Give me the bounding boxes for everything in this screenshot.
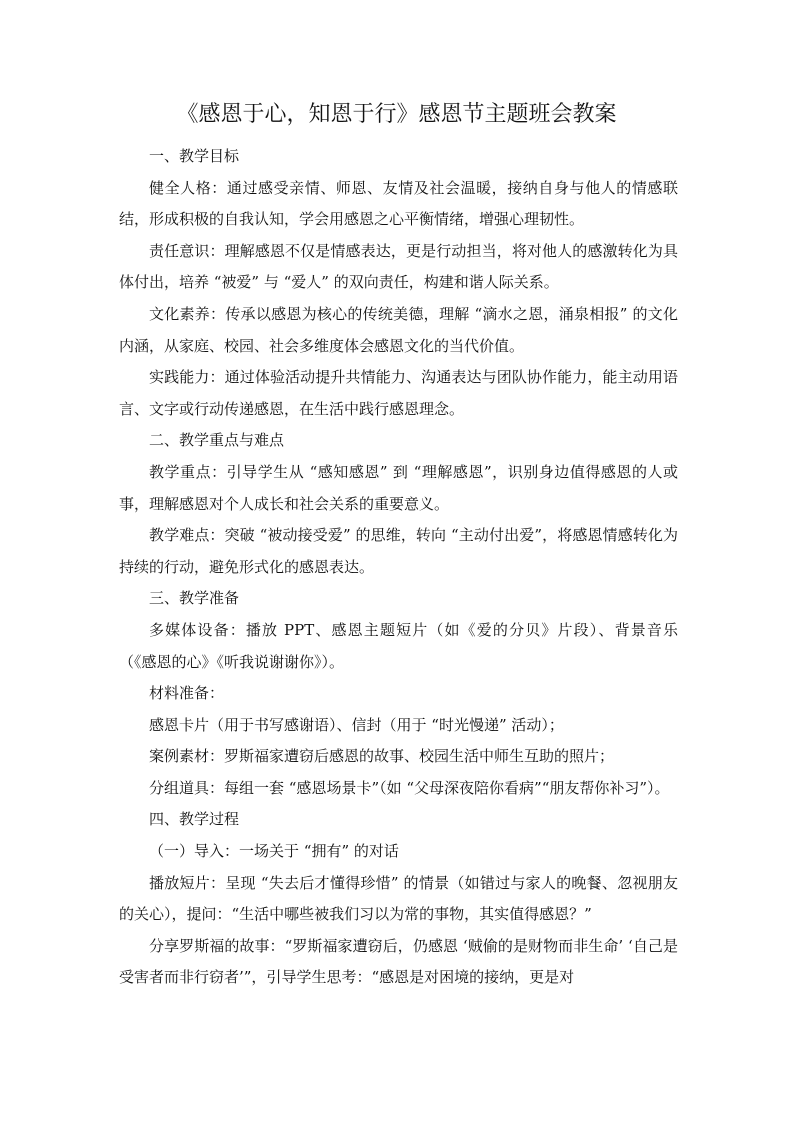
paragraph-responsibility: 责任意识：理解感恩不仅是情感表达，更是行动担当，将对他人的感激转化为具体付出，培养 “被爱” 与 “爱人” 的双向责任，构建和谐人际关系。 <box>119 241 678 292</box>
section-heading-key-points: 二、教学重点与难点 <box>149 431 285 450</box>
paragraph-roosevelt: 分享罗斯福的故事：“罗斯福家遭窃后，仍感恩 ‘贼偷的是财物而非生命’ ‘自己是受害者而非行窃者’”，引导学生思考：“感恩是对困境的接纳，更是对 <box>119 936 678 987</box>
document-title: 《感恩于心，知恩于行》感恩节主题班会教案 <box>176 102 617 127</box>
subsection-heading-intro: （一）导入：一场关于 “拥有” 的对话 <box>149 842 399 861</box>
paragraph-cards: 感恩卡片（用于书写感谢语）、信封（用于 “时光慢递” 活动）； <box>149 715 564 734</box>
paragraph-difficulty: 教学难点：突破 “被动接受爱” 的思维，转向 “主动付出爱”，将感恩情感转化为持续的行动，避免形式化的感恩表达。 <box>119 526 678 576</box>
paragraph-materials: 材料准备： <box>149 684 225 703</box>
paragraph-short-film: 播放短片：呈现 “失去后才懂得珍惜” 的情景（如错过与家人的晚餐、忽视朋友的关心），提问：“生活中哪些被我们习以为常的事物，其实值得感恩？” <box>119 873 678 924</box>
paragraph-props: 分组道具：每组一套 “感恩场景卡”（如 “父母深夜陪你看病”“朋友帮你补习”）。 <box>149 778 670 797</box>
section-heading-preparation: 三、教学准备 <box>149 589 240 608</box>
section-heading-objectives: 一、教学目标 <box>149 147 240 165</box>
paragraph-cases: 案例素材：罗斯福家遭窃后感恩的故事、校园生活中师生互助的照片； <box>149 747 615 766</box>
paragraph-personality: 健全人格：通过感受亲情、师恩、友情及社会温暖，接纳自身与他人的情感联结，形成积极的自我认知，学会用感恩之心平衡情绪，增强心理韧性。 <box>119 178 678 229</box>
paragraph-culture: 文化素养：传承以感恩为核心的传统美德，理解 “滴水之恩，涌泉相报” 的文化内涵，从家庭、校园、社会多维度体会感恩文化的当代价值。 <box>119 304 678 355</box>
paragraph-multimedia: 多媒体设备：播放 PPT、感恩主题短片（如《爱的分贝》片段）、背景音乐（《感恩的心》《听我说谢谢你》）。 <box>119 620 678 671</box>
paragraph-practice: 实践能力：通过体验活动提升共情能力、沟通表达与团队协作能力，能主动用语言、文字或行动传递感恩，在生活中践行感恩理念。 <box>119 368 678 418</box>
section-heading-process: 四、教学过程 <box>149 810 240 829</box>
paragraph-key-point: 教学重点：引导学生从 “感知感恩” 到 “理解感恩”，识别身边值得感恩的人或事，理解感恩对个人成长和社会关系的重要意义。 <box>119 462 678 513</box>
document-body <box>119 141 678 994</box>
